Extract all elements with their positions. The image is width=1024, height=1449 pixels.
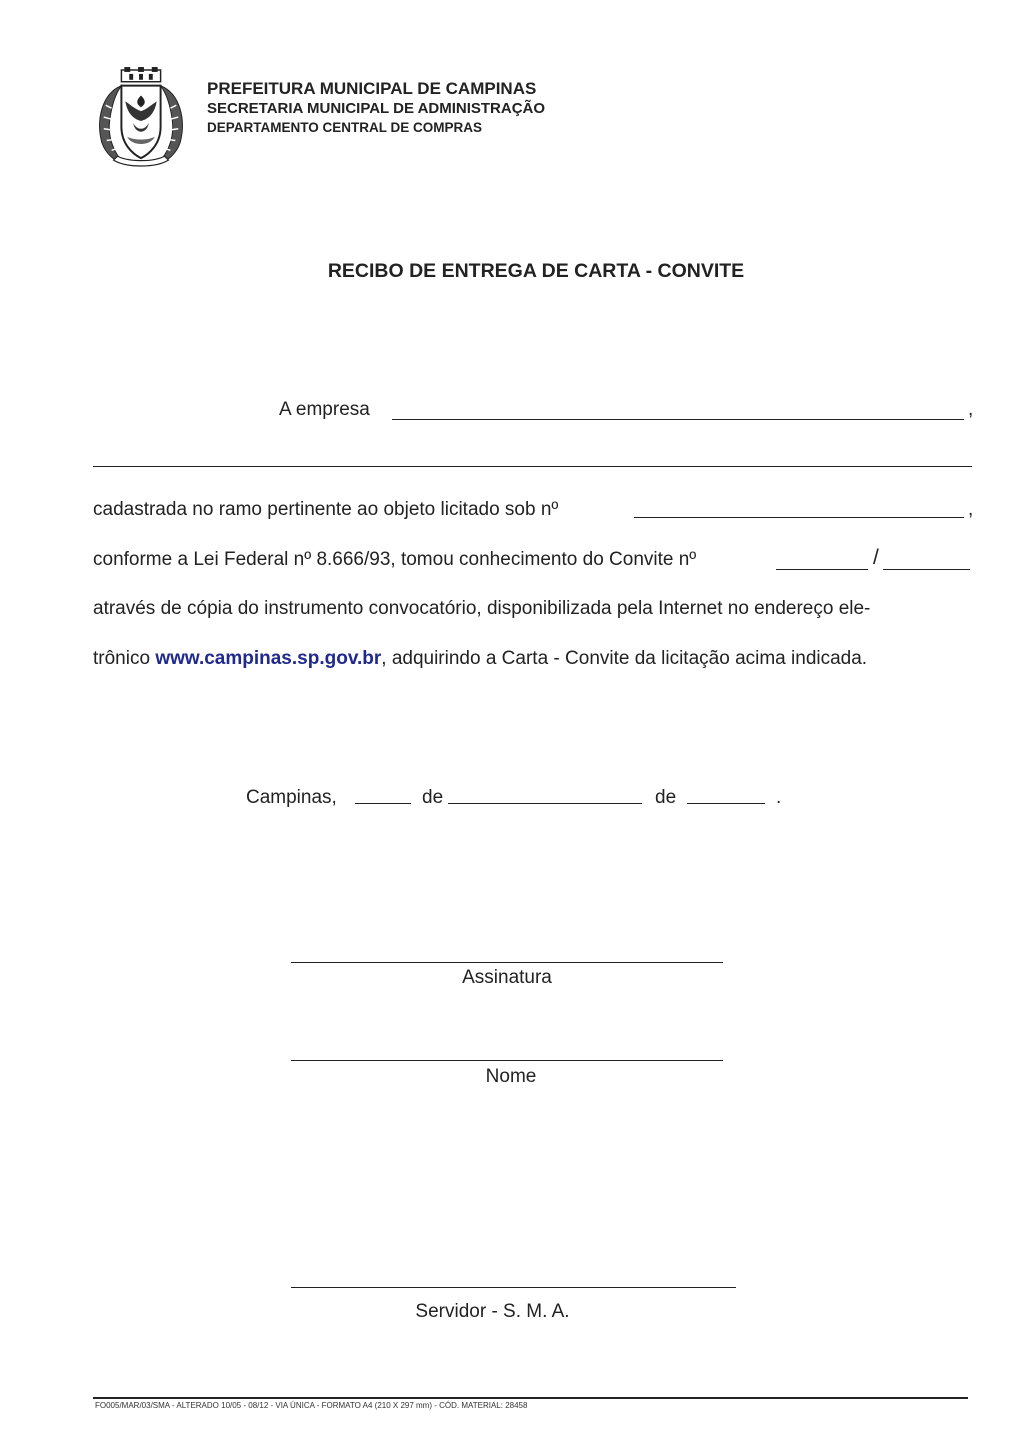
empresa-field-continued[interactable] bbox=[93, 466, 972, 467]
header-line-3: DEPARTAMENTO CENTRAL DE COMPRAS bbox=[207, 120, 483, 135]
cadastrada-text: cadastrada no ramo pertinente ao objeto licitado sob nº bbox=[93, 499, 559, 520]
convite-number-field[interactable] bbox=[776, 569, 868, 570]
lei-text: conforme a Lei Federal nº 8.666/93, tomou conhecimento do Convite nº bbox=[93, 549, 697, 570]
header-line-1: PREFEITURA MUNICIPAL DE CAMPINAS bbox=[207, 79, 537, 98]
comma-2: , bbox=[968, 499, 974, 520]
convite-year-field[interactable] bbox=[883, 569, 970, 570]
empresa-field[interactable] bbox=[392, 419, 964, 420]
footer-code: FO005/MAR/03/SMA - ALTERADO 10/05 - 08/12 - VIA ÚNICA - FORMATO A4 (210 X 297 mm) - CÓD. MATERIAL: 28458 bbox=[95, 1401, 528, 1410]
name-line[interactable] bbox=[291, 1060, 723, 1061]
website-link[interactable]: www.campinas.sp.gov.br bbox=[155, 648, 382, 669]
coat-of-arms-icon bbox=[92, 66, 190, 170]
servidor-line[interactable] bbox=[291, 1287, 736, 1288]
date-de-1: de bbox=[422, 787, 444, 808]
date-de-2: de bbox=[655, 787, 677, 808]
document-title: RECIBO DE ENTREGA DE CARTA - CONVITE bbox=[327, 260, 745, 282]
signature-line[interactable] bbox=[291, 962, 723, 963]
cadastro-number-field[interactable] bbox=[634, 517, 964, 518]
tronico-prefix: trônico bbox=[93, 648, 156, 669]
servidor-label: Servidor - S. M. A. bbox=[415, 1301, 570, 1322]
comma-1: , bbox=[968, 399, 974, 420]
empresa-label: A empresa bbox=[279, 399, 370, 420]
date-city: Campinas, bbox=[246, 787, 337, 808]
header-line-2: SECRETARIA MUNICIPAL DE ADMINISTRAÇÃO bbox=[207, 100, 546, 117]
footer-divider bbox=[93, 1397, 968, 1399]
assinatura-label: Assinatura bbox=[462, 967, 552, 988]
slash-separator: / bbox=[873, 546, 879, 569]
day-field[interactable] bbox=[355, 803, 411, 804]
month-field[interactable] bbox=[448, 803, 642, 804]
tronico-line bbox=[93, 648, 867, 670]
atraves-text: através de cópia do instrumento convocatório, disponibilizada pela Internet no endereço ele- bbox=[93, 598, 871, 619]
nome-label: Nome bbox=[485, 1066, 537, 1087]
tronico-suffix: , adquirindo a Carta - Convite da licitação acima indicada. bbox=[381, 648, 868, 669]
date-period: . bbox=[776, 787, 782, 808]
year-field[interactable] bbox=[687, 803, 765, 804]
